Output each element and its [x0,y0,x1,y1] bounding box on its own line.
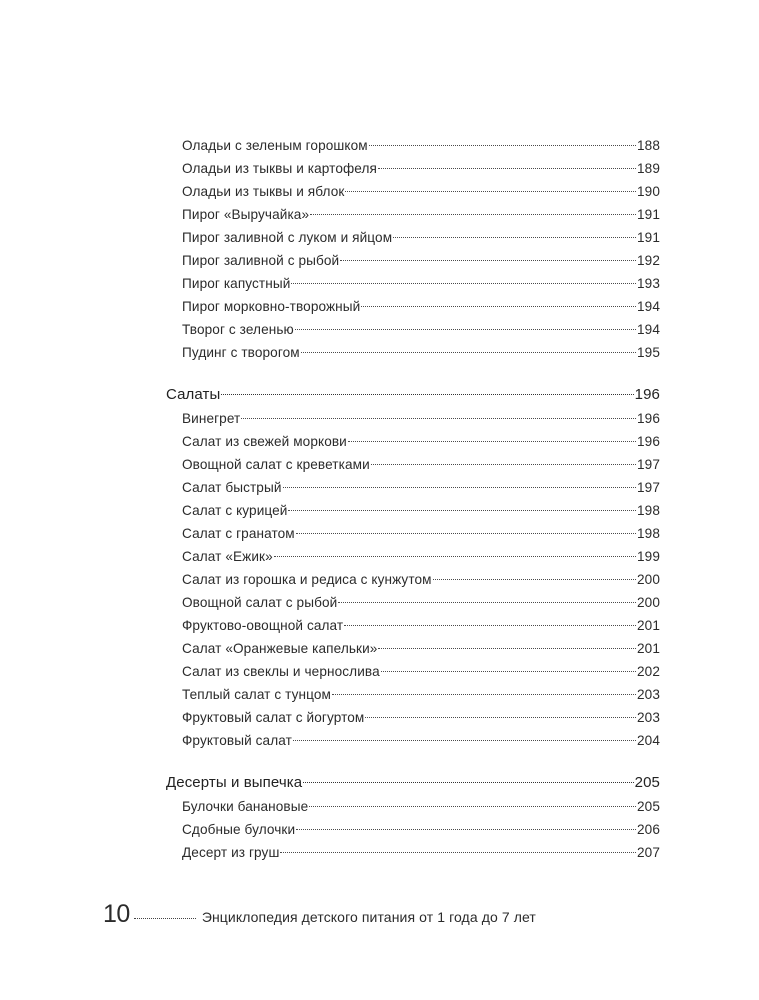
leader-dots [301,352,636,353]
leader-dots [433,579,636,580]
toc-entry [166,683,660,706]
leader-dots [293,740,636,741]
leader-dots [378,648,636,649]
toc-entry-page: 202 [637,664,660,679]
toc-entry [166,818,660,841]
toc-entry-page: 191 [637,230,660,245]
toc-entry [166,614,660,637]
toc-entry-page: 195 [637,345,660,360]
section-heading-page: 205 [634,774,660,791]
toc-entry [166,729,660,752]
toc-entry-page: 201 [637,641,660,656]
toc-entry-page: 194 [637,322,660,337]
toc-entry-title: Салат «Оранжевые капельки» [182,641,378,656]
toc-entry-page: 194 [637,299,660,314]
section-heading [166,771,660,795]
leader-dots [296,533,636,534]
leader-dots [283,487,636,488]
toc-entry-page: 189 [637,161,660,176]
toc-entry-title: Оладьи из тыквы и яблок [182,184,345,199]
toc-entry-page: 198 [637,526,660,541]
toc-entry [166,318,660,341]
toc-entry [166,407,660,430]
leader-dots [393,237,636,238]
toc-entry-title: Теплый салат с тунцом [182,687,331,702]
toc-entry-page: 207 [637,845,660,860]
toc-entry-title: Пирог морковно-творожный [182,299,361,314]
toc-entry-page: 203 [637,710,660,725]
leader-dots [310,214,636,215]
toc-entry-page: 191 [637,207,660,222]
toc-entry [166,476,660,499]
toc-entry-title: Фруктово-овощной салат [182,618,344,633]
toc-entry [166,591,660,614]
toc-entry-page: 199 [637,549,660,564]
toc-entry-title: Оладьи с зеленым горошком [182,138,368,153]
toc-entry-page: 190 [637,184,660,199]
toc-entry-page: 196 [637,434,660,449]
toc-entry-title: Пирог заливной с рыбой [182,253,340,268]
toc-entry-title: Салат из свеклы и чернослива [182,664,380,679]
toc-entry-title: Фруктовый салат [182,733,292,748]
leader-dots [241,418,636,419]
toc-entry [166,430,660,453]
toc-entry [166,660,660,683]
leader-dots [295,329,636,330]
toc-entry [166,795,660,818]
toc-section [166,771,660,864]
book-title: Энциклопедия детского питания от 1 года до 7 лет [201,909,536,925]
leader-dots [288,510,636,511]
toc-entry-page: 206 [637,822,660,837]
toc-entry-page: 204 [637,733,660,748]
toc-entry-title: Салат быстрый [182,480,282,495]
toc-entry [166,295,660,318]
toc-entry-title: Оладьи из тыквы и картофеля [182,161,377,176]
leader-dots [221,394,633,395]
toc-entry-page: 188 [637,138,660,153]
toc-entry [166,226,660,249]
toc-entry [166,568,660,591]
section-heading-page: 196 [634,386,660,403]
leader-dots [378,168,636,169]
toc-entry-page: 197 [637,457,660,472]
toc-entry-title: Салат из свежей моркови [182,434,347,449]
toc-entry-page: 193 [637,276,660,291]
toc-entry-title: Салат с гранатом [182,526,295,541]
leader-dots [296,829,636,830]
leader-dots [344,625,636,626]
toc-entry [166,499,660,522]
footer-leader-dots [134,918,196,919]
leader-dots [303,782,633,783]
toc-entry [166,249,660,272]
toc-entry-page: 200 [637,572,660,587]
toc-entry-title: Пирог «Выручайка» [182,207,310,222]
toc-entry-title: Салат «Ежик» [182,549,273,564]
leader-dots [338,602,636,603]
toc-entry-page: 192 [637,253,660,268]
toc-entry-page: 197 [637,480,660,495]
leader-dots [309,806,636,807]
leader-dots [291,283,636,284]
toc-entry [166,545,660,568]
leader-dots [381,671,636,672]
page-footer [103,900,536,929]
toc-entry [166,453,660,476]
leader-dots [371,464,636,465]
toc-entry [166,272,660,295]
toc-entry-title: Пудинг с творогом [182,345,300,360]
toc-entry-title: Творог с зеленью [182,322,294,337]
toc-entry-title: Десерт из груш [182,845,280,860]
toc-entry [166,841,660,864]
toc-entry [166,203,660,226]
leader-dots [345,191,636,192]
toc-entry [166,522,660,545]
section-heading-title: Салаты [166,386,221,403]
toc-entry-page: 203 [637,687,660,702]
toc-entry-page: 198 [637,503,660,518]
toc-entry [166,341,660,364]
section-heading [166,383,660,407]
toc-entry [166,180,660,203]
toc-entry [166,134,660,157]
toc-entry-page: 201 [637,618,660,633]
toc-entry [166,637,660,660]
toc-entry-title: Салат из горошка и редиса с кунжутом [182,572,432,587]
toc-group [166,134,660,364]
toc-entry-page: 205 [637,799,660,814]
toc-entry [166,157,660,180]
toc-entry-title: Овощной салат с креветками [182,457,370,472]
section-heading-title: Десерты и выпечка [166,774,303,791]
table-of-contents [166,134,660,865]
toc-entry-title: Булочки банановые [182,799,309,814]
toc-entry-title: Сдобные булочки [182,822,296,837]
leader-dots [361,306,636,307]
toc-entry-page: 200 [637,595,660,610]
page-number: 10 [103,900,130,928]
leader-dots [348,441,636,442]
leader-dots [340,260,636,261]
toc-entry-title: Фруктовый салат с йогуртом [182,710,365,725]
leader-dots [274,556,636,557]
leader-dots [365,717,636,718]
toc-entry-title: Винегрет [182,411,241,426]
toc-entry-title: Пирог капустный [182,276,291,291]
toc-entry-title: Пирог заливной с луком и яйцом [182,230,393,245]
toc-section [166,383,660,752]
leader-dots [280,852,636,853]
toc-entry [166,706,660,729]
toc-entry-title: Овощной салат с рыбой [182,595,338,610]
leader-dots [369,145,636,146]
toc-entry-page: 196 [637,411,660,426]
leader-dots [332,694,636,695]
toc-entry-title: Салат с курицей [182,503,288,518]
